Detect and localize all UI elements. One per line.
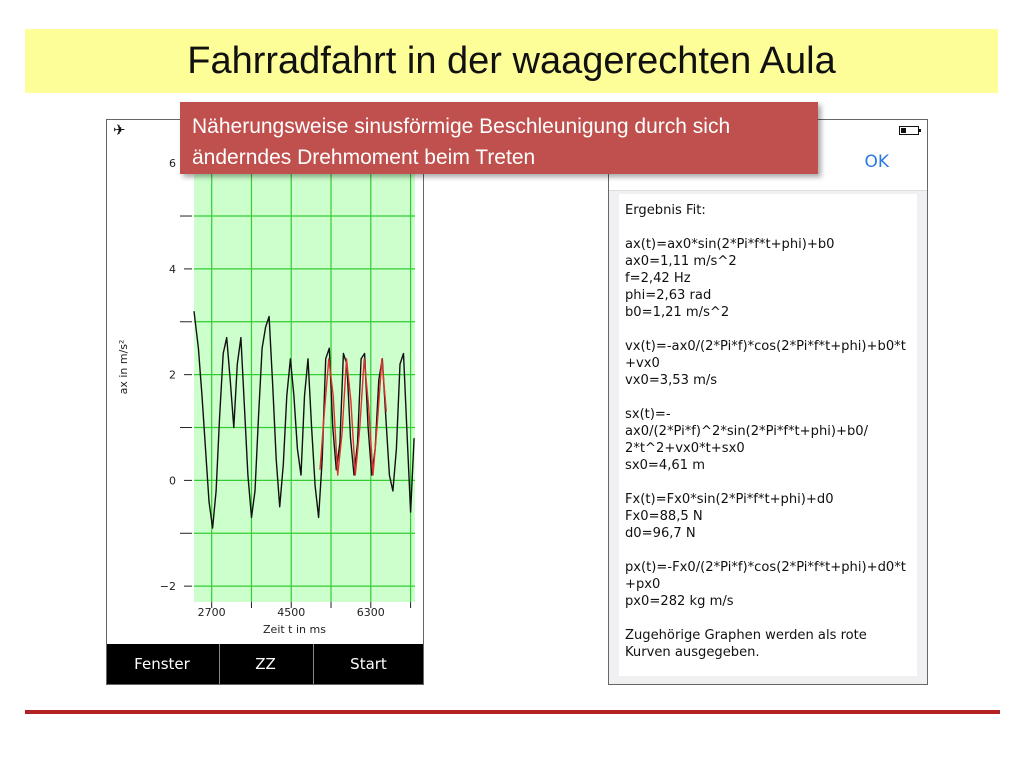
x-tick-label: 2700 xyxy=(197,606,226,619)
bottom-rule xyxy=(25,710,1000,714)
slide-title-bar xyxy=(25,29,998,93)
airplane-icon: ✈ xyxy=(113,121,126,139)
phone-right-fit-results xyxy=(608,119,928,685)
annotation-callout: Näherungsweise sinusförmige Beschleunigung durch sich änderndes Drehmoment beim Treten xyxy=(180,102,818,174)
fenster-button[interactable]: Fenster xyxy=(107,644,217,684)
y-axis-label: ax in m/s² xyxy=(117,339,130,395)
fit-result-text: Ergebnis Fit: ax(t)=ax0*sin(2*Pi*f*t+phi)+b0 ax0=1,11 m/s^2 f=2,42 Hz phi=2,63 rad b0=1,21 m/s^2 vx(t)=-ax0/(2*Pi*f)*cos(2*Pi*f*t+phi)+b0*t +vx0 vx0=3,53 m/s sx(t)=-ax0/(2*Pi*f)^2*sin(2*Pi*f*t+phi)+b0/ 2*t^2+vx0*t+sx0 sx0=4,61 m Fx(t)=Fx0*sin(2*Pi*f*t+phi)+d0 Fx0=88,5 N d0=96,7 N px(t)=-Fx0/(2*Pi*f)*cos(2*Pi*f*t+phi)+d0*t +px0 px0=282 kg m/s Zugehörige Graphen werden als rote Kurven ausgegeben. xyxy=(619,194,917,676)
battery-icon xyxy=(899,126,919,135)
x-tick-label: 6300 xyxy=(356,606,385,619)
x-tick-label: 4500 xyxy=(277,606,306,619)
zz-button[interactable]: ZZ xyxy=(219,644,311,684)
y-tick-label: 0 xyxy=(169,474,176,488)
slide-title: Fahrradfahrt in der waagerechten Aula xyxy=(187,39,836,82)
y-tick-label: 6 xyxy=(169,157,176,171)
y-tick-label: 2 xyxy=(169,368,176,382)
start-button[interactable]: Start xyxy=(313,644,423,684)
plot-toolbar xyxy=(107,644,423,684)
ok-button[interactable]: OK xyxy=(864,152,889,172)
phone-left-plot-app xyxy=(106,119,424,685)
x-axis xyxy=(198,602,411,619)
y-tick-label: −2 xyxy=(159,580,176,594)
acceleration-plot[interactable] xyxy=(107,142,423,644)
y-axis xyxy=(160,157,192,593)
x-axis-label: Zeit t in ms xyxy=(263,623,326,636)
y-tick-label: 4 xyxy=(169,262,176,276)
